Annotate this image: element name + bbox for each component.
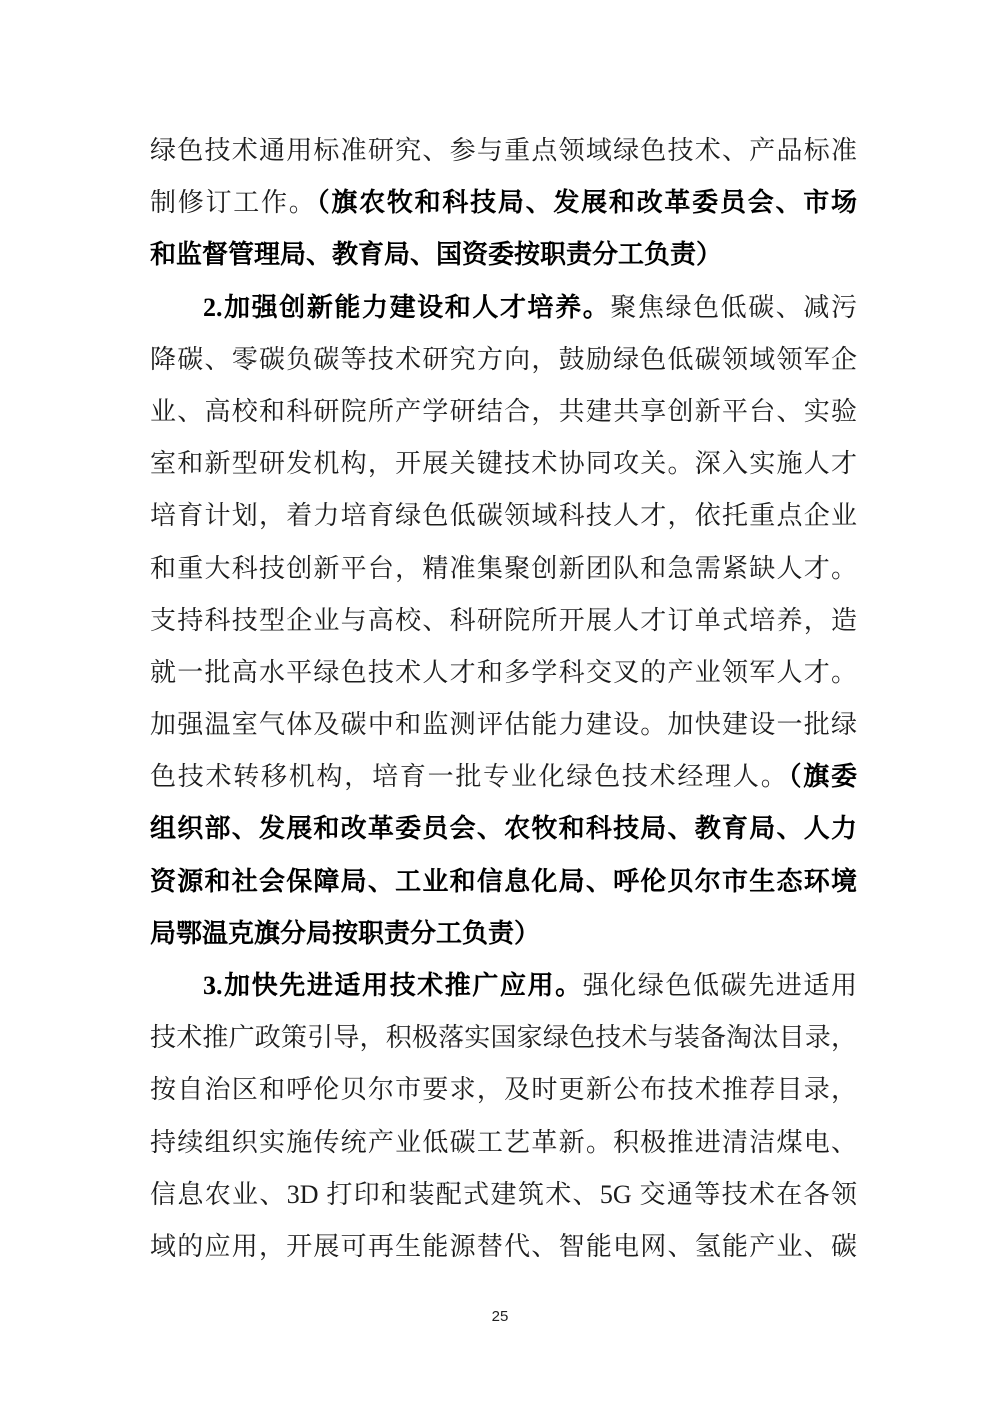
- text-segment: 强化绿色低碳先进适用: [582, 971, 857, 1000]
- text-segment: 持续组织实施传统产业低碳工艺革新。积极推进清洁煤电、: [150, 1127, 857, 1157]
- text-segment: 就一批高水平绿色技术人才和多学科交叉的产业领军人才。: [150, 657, 857, 687]
- bold-text-segment: （旗委: [788, 762, 857, 792]
- bold-text-segment: 资源和社会保障局、工业和信息化局、呼伦贝尔市生态环境: [150, 866, 857, 896]
- text-segment: 信息农业、3D 打印和装配式建筑术、5G 交通等技术在各领: [150, 1179, 857, 1209]
- text-line: [150, 177, 857, 229]
- bold-text-segment: 局鄂温克旗分局按职责分工负责）: [150, 918, 541, 948]
- text-line: [150, 1221, 857, 1273]
- text-line: [150, 1169, 857, 1221]
- bold-text-segment: 2.加强创新能力建设和人才培养。: [203, 292, 611, 322]
- bold-text-segment: 组织部、发展和改革委员会、农牧和科技局、教育局、人力: [150, 814, 857, 844]
- text-line: [150, 647, 857, 699]
- text-segment: 室和新型研发机构，开展关键技术协同攻关。深入实施人才: [150, 449, 857, 479]
- text-segment: 降碳、零碳负碳等技术研究方向，鼓励绿色低碳领域领军企: [150, 344, 857, 374]
- text-line: [150, 490, 857, 542]
- text-segment: 色技术转移机构，培育一批专业化绿色技术经理人。: [150, 762, 789, 792]
- bold-text-segment: 和监督管理局、教育局、国资委按职责分工负责）: [150, 240, 723, 270]
- text-segment: 和重大科技创新平台，精准集聚创新团队和急需紧缺人才。: [150, 553, 857, 583]
- text-segment: 按自治区和呼伦贝尔市要求，及时更新公布技术推荐目录，: [150, 1075, 857, 1105]
- text-line: [150, 1064, 857, 1116]
- text-segment: 支持科技型企业与高校、科研院所开展人才订单式培养，造: [150, 605, 857, 635]
- text-line: [150, 595, 857, 647]
- text-line: [150, 699, 857, 751]
- text-line: [150, 282, 857, 334]
- text-line: [150, 960, 857, 1012]
- text-segment: 绿色技术通用标准研究、参与重点领域绿色技术、产品标准: [150, 136, 857, 165]
- text-line: [150, 125, 857, 177]
- text-line: [150, 856, 857, 908]
- text-line: [150, 803, 857, 855]
- page-number: 25: [491, 1308, 509, 1325]
- text-line: [150, 543, 857, 595]
- text-segment: 培育计划，着力培育绿色低碳领域科技人才，依托重点企业: [150, 501, 857, 531]
- text-segment: 加强温室气体及碳中和监测评估能力建设。加快建设一批绿: [150, 710, 857, 740]
- text-segment: 聚焦绿色低碳、减污: [610, 292, 857, 322]
- text-line: [150, 1012, 857, 1064]
- text-line: [150, 438, 857, 490]
- bold-text-segment: （旗农牧和科技局、发展和改革委员会、市场: [316, 188, 857, 218]
- text-segment: 业、高校和科研院所产学研结合，共建共享创新平台、实验: [150, 396, 857, 426]
- text-line: [150, 1117, 857, 1169]
- text-line: [150, 751, 857, 803]
- text-line: [150, 229, 857, 281]
- bold-text-segment: 3.加快先进适用技术推广应用。: [203, 971, 583, 1000]
- text-segment: 制修订工作。: [150, 188, 317, 218]
- text-line: [150, 908, 857, 960]
- text-segment: 域的应用，开展可再生能源替代、智能电网、氢能产业、碳: [150, 1231, 857, 1261]
- text-line: [150, 334, 857, 386]
- text-line: [150, 386, 857, 438]
- text-segment: 技术推广政策引导，积极落实国家绿色技术与装备淘汰目录，: [150, 1023, 857, 1053]
- document-body: [150, 125, 857, 1273]
